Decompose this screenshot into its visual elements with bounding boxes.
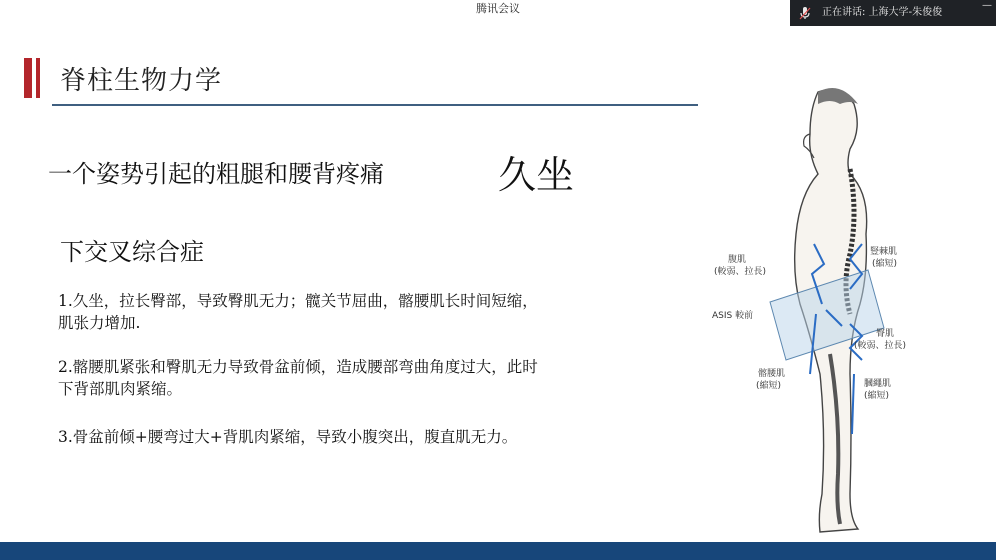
title-accent-bar — [24, 58, 32, 98]
label-erector-note: (縮短) — [872, 259, 898, 269]
hamstring-arrow — [852, 374, 854, 434]
posture-illustration — [700, 74, 907, 540]
point-3: 3.骨盆前倾+腰弯过大+背肌肉紧缩，导致小腹突出，腹直肌无力。 — [58, 428, 518, 446]
slide-keyword: 久坐 — [498, 153, 575, 197]
presentation-slide — [0, 26, 996, 542]
speaker-indicator — [790, 0, 996, 26]
point-1: 1.久坐，拉长臀部，导致臀肌无力；髋关节屈曲，髂腰肌长时间短缩，肌张力增加. — [58, 292, 538, 332]
window-title: 腾讯会议 — [0, 0, 996, 20]
slide-subtitle: 一个姿势引起的粗腿和腰背疼痛 — [48, 160, 384, 188]
point-2: 2.髂腰肌紧张和臀肌无力导致骨盆前倾，造成腰部弯曲角度过大，此时下背部肌肉紧缩。 — [58, 358, 538, 398]
label-erector: 豎棘肌 — [870, 247, 898, 257]
label-hamstring-note: (縮短) — [864, 391, 890, 401]
label-abdominal-note: (較弱、拉長) — [714, 267, 767, 277]
label-gluteal-note: (較弱、拉長) — [854, 341, 907, 351]
slide-footer-bar — [0, 542, 996, 560]
minimize-icon[interactable]: — — [982, 0, 992, 11]
label-iliopsoas: 髂腰肌 — [758, 369, 786, 379]
title-accent-bar-thin — [36, 58, 40, 98]
label-abdominal: 腹肌 — [728, 255, 747, 265]
hair — [818, 88, 858, 104]
label-iliopsoas-note: (縮短) — [756, 381, 782, 391]
microphone-icon — [798, 6, 812, 20]
speaker-label: 正在讲话: 上海大学-朱俊俊 — [822, 7, 943, 18]
label-asis: ASIS 較前 — [712, 311, 754, 321]
label-hamstring: 膕繩肌 — [864, 379, 892, 389]
title-divider — [52, 104, 698, 106]
label-gluteal: 臀肌 — [876, 329, 895, 339]
slide-title: 脊柱生物力学 — [60, 66, 223, 96]
section-heading: 下交叉综合症 — [60, 238, 204, 266]
